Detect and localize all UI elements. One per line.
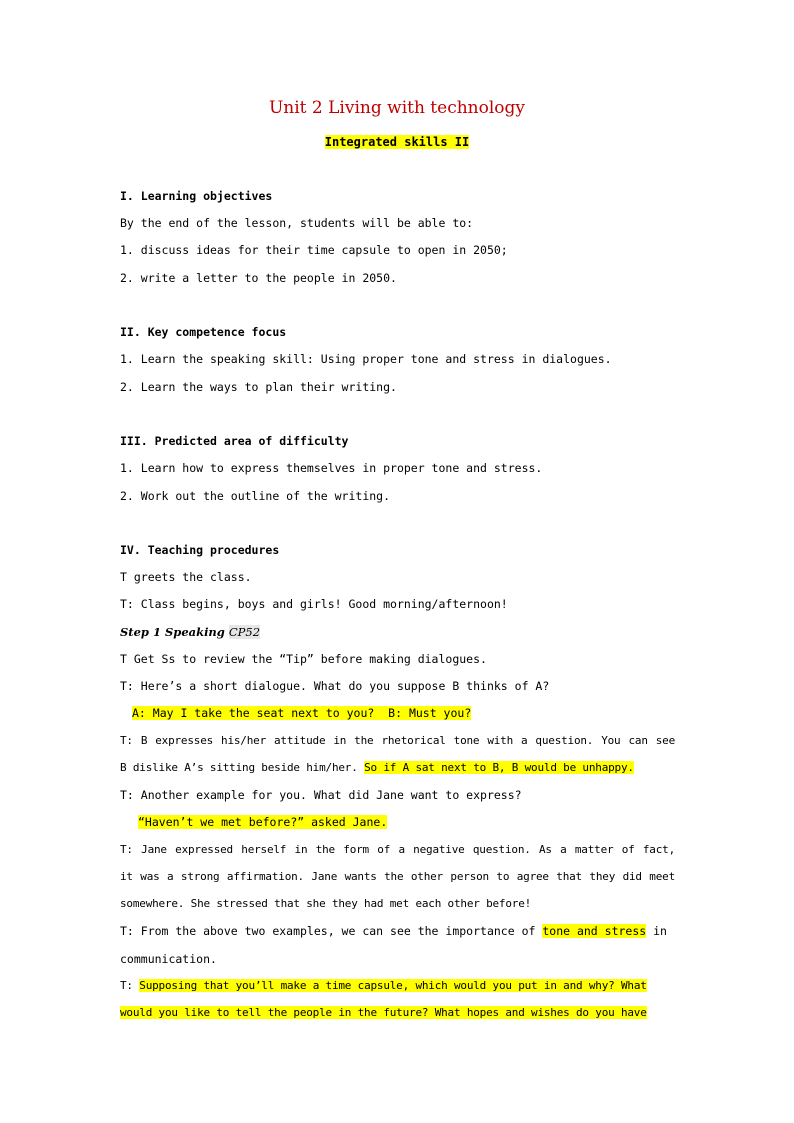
suppose-highlight-b: would you like to tell the people in the future? What hopes and wishes do you have: [120, 1006, 647, 1019]
objective-item: 1. discuss ideas for their time capsule to open in 2050;: [120, 243, 508, 257]
suppose-highlight-a: Supposing that you’ll make a time capsule, which would you put in and why? What: [139, 979, 647, 992]
explanation-2c: somewhere. She stressed that she they had met each other before!: [120, 897, 532, 910]
objectives-intro: By the end of the lesson, students will be able to:: [120, 216, 474, 230]
summary-line-a: [120, 922, 675, 940]
procedure-question-2: T: Another example for you. What did Jane want to express?: [120, 788, 522, 802]
explanation-1a: T: B expresses his/her attitude in the rhetorical tone with a question. You can see: [120, 734, 675, 747]
quote-example: [138, 813, 387, 831]
explanation-1b: [120, 759, 634, 777]
section-heading-competence: II. Key competence focus: [120, 325, 287, 339]
dialogue-example: [132, 704, 471, 722]
dialogue-highlight: A: May I take the seat next to you? B: Must you?: [132, 706, 472, 720]
document-subtitle: [0, 132, 794, 152]
objective-item: 2. write a letter to the people in 2050.: [120, 271, 397, 285]
section-heading-objectives: I. Learning objectives: [120, 189, 273, 203]
section-heading-difficulty: III. Predicted area of difficulty: [120, 434, 349, 448]
competence-item: 2. Learn the ways to plan their writing.: [120, 380, 397, 394]
quote-highlight: “Haven’t we met before?” asked Jane.: [138, 815, 388, 829]
step-heading: [120, 623, 260, 641]
difficulty-item: 1. Learn how to express themselves in proper tone and stress.: [120, 461, 543, 475]
summary-text: T: From the above two examples, we can see the importance of: [120, 924, 543, 938]
suppose-prefix: T:: [120, 979, 140, 992]
explanation-2a: T: Jane expressed herself in the form of a negative question. As a matter of fact,: [120, 843, 675, 856]
suppose-line-a: [120, 977, 647, 995]
document-title: Unit 2 Living with technology: [268, 98, 526, 118]
suppose-line-b: [120, 1004, 647, 1022]
explanation-1b-highlight: So if A sat next to B, B would be unhappy.: [364, 761, 634, 774]
summary-tail: in: [646, 924, 667, 938]
summary-line-b: communication.: [120, 952, 217, 966]
step-label: Step 1 Speaking: [120, 625, 229, 639]
subtitle-highlight: Integrated skills II: [324, 135, 470, 149]
step-cp-tag: CP52: [228, 625, 261, 639]
explanation-2b: it was a strong affirmation. Jane wants the other person to agree that they did meet: [120, 870, 675, 883]
explanation-1b-text: B dislike A’s sitting beside him/her.: [120, 761, 365, 774]
competence-item: 1. Learn the speaking skill: Using proper tone and stress in dialogues.: [120, 352, 612, 366]
procedure-question-1: T: Here’s a short dialogue. What do you suppose B thinks of A?: [120, 679, 550, 693]
difficulty-item: 2. Work out the outline of the writing.: [120, 489, 391, 503]
procedure-begin: T: Class begins, boys and girls! Good morning/afternoon!: [120, 597, 508, 611]
summary-highlight: tone and stress: [542, 924, 647, 938]
procedure-greet: T greets the class.: [120, 570, 252, 584]
section-heading-procedures: IV. Teaching procedures: [120, 543, 280, 557]
procedure-review: T Get Ss to review the “Tip” before making dialogues.: [120, 652, 487, 666]
